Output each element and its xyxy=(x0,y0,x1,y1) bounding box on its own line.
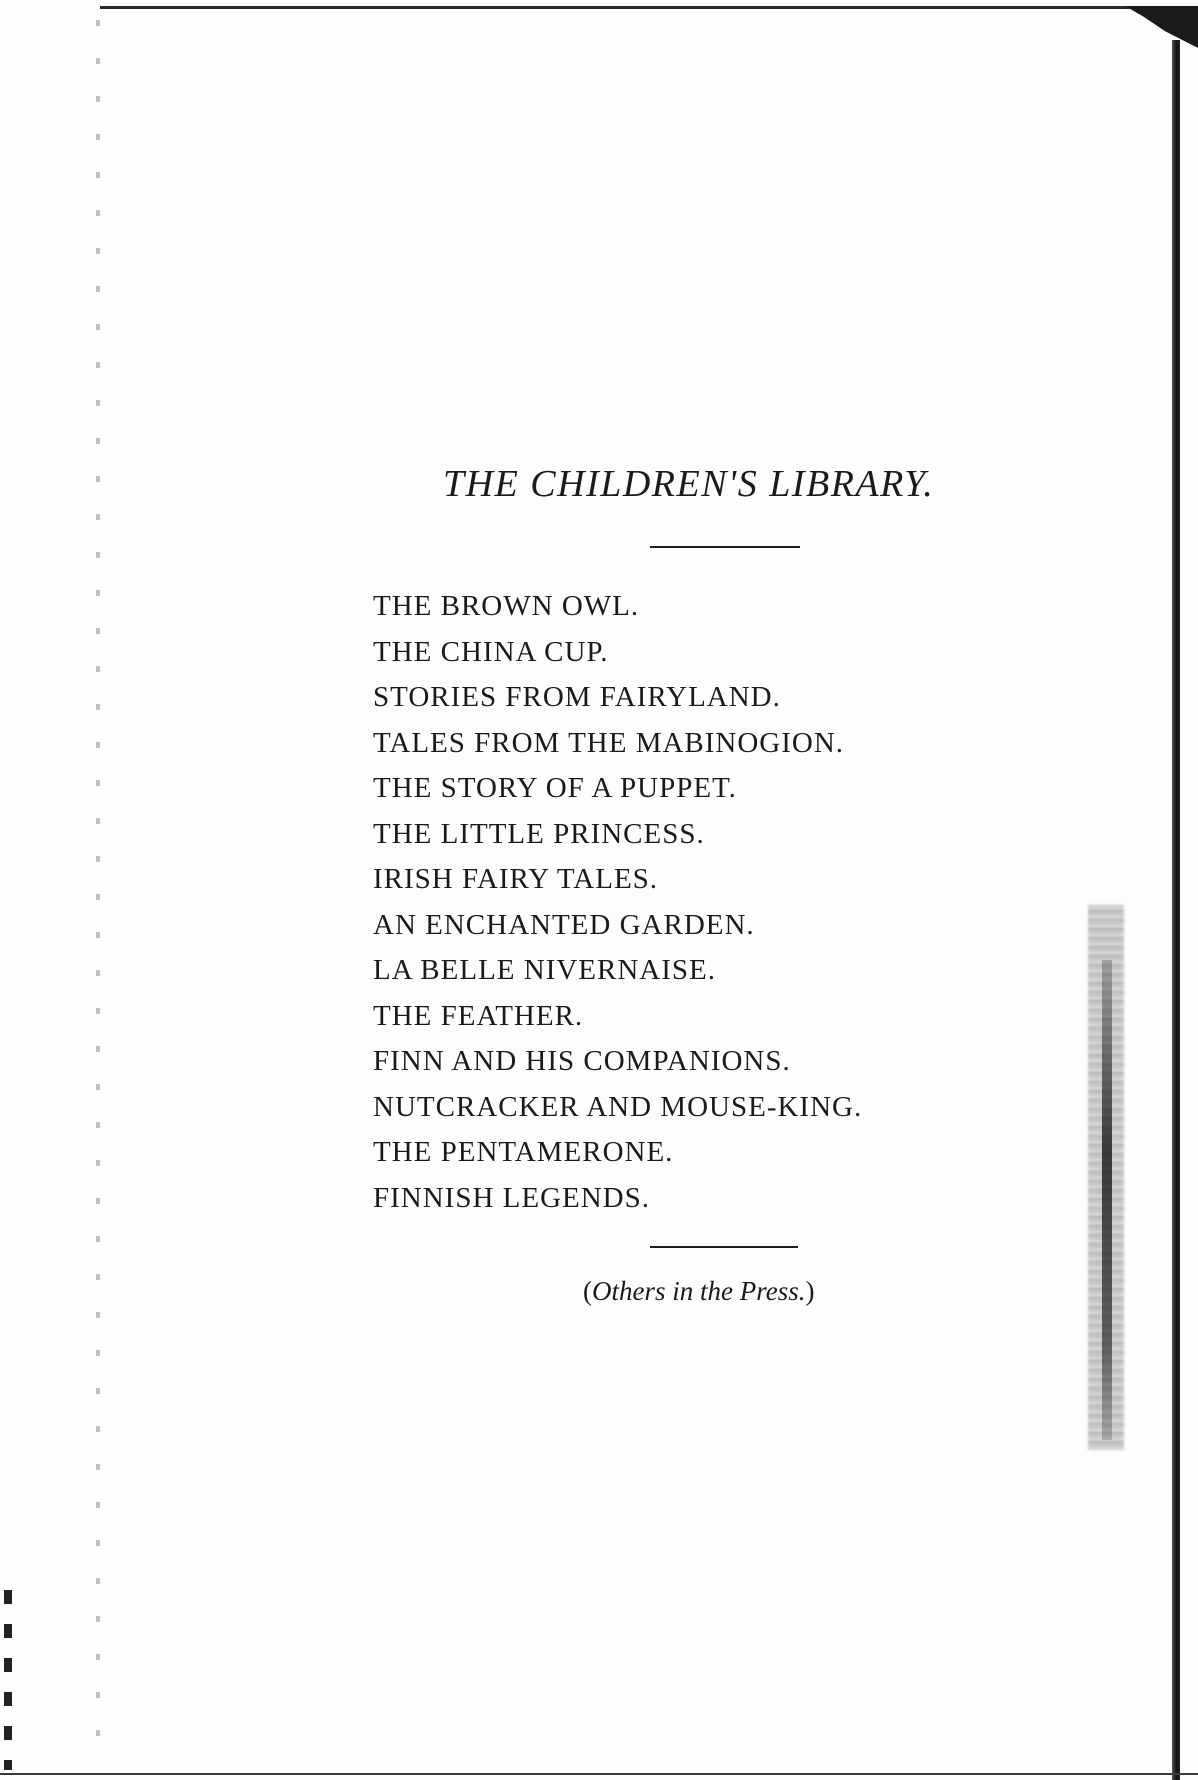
page-title: THE CHILDREN'S LIBRARY. xyxy=(443,463,935,505)
list-item: IRISH FAIRY TALES. xyxy=(373,863,659,895)
book-list xyxy=(373,584,862,1221)
list-item: STORIES FROM FAIRYLAND. xyxy=(373,681,781,713)
binding-smudge-dark xyxy=(1102,960,1112,1440)
list-item: THE STORY OF A PUPPET. xyxy=(373,772,737,804)
press-note xyxy=(583,1276,814,1307)
list-item: THE BROWN OWL. xyxy=(373,590,640,622)
list-item: NUTCRACKER AND MOUSE-KING. xyxy=(373,1090,863,1123)
press-note-close-paren: ) xyxy=(805,1276,815,1306)
list-item: LA BELLE NIVERNAISE. xyxy=(373,954,716,986)
list-item: THE PENTAMERONE. xyxy=(373,1136,674,1168)
press-note-open-paren: ( xyxy=(583,1276,592,1306)
left-margin-specks xyxy=(96,20,100,1760)
press-note-text: Others in the Press. xyxy=(592,1276,806,1306)
list-item: FINN AND HIS COMPANIONS. xyxy=(373,1045,791,1077)
page-bottom-edge xyxy=(0,1773,1198,1775)
list-item: FINNISH LEGENDS. xyxy=(373,1181,650,1214)
list-item: TALES FROM THE MABINOGION. xyxy=(373,726,845,759)
page-corner-curl xyxy=(1125,6,1198,48)
left-edge-marks xyxy=(4,1590,12,1770)
list-end-rule xyxy=(650,1246,798,1248)
list-item: THE FEATHER. xyxy=(373,999,584,1032)
page-right-edge xyxy=(1172,40,1180,1780)
list-item: THE LITTLE PRINCESS. xyxy=(373,817,705,850)
title-rule xyxy=(650,546,800,548)
list-item: THE CHINA CUP. xyxy=(373,635,609,668)
list-item: AN ENCHANTED GARDEN. xyxy=(373,908,755,941)
page-top-edge xyxy=(100,6,1160,9)
